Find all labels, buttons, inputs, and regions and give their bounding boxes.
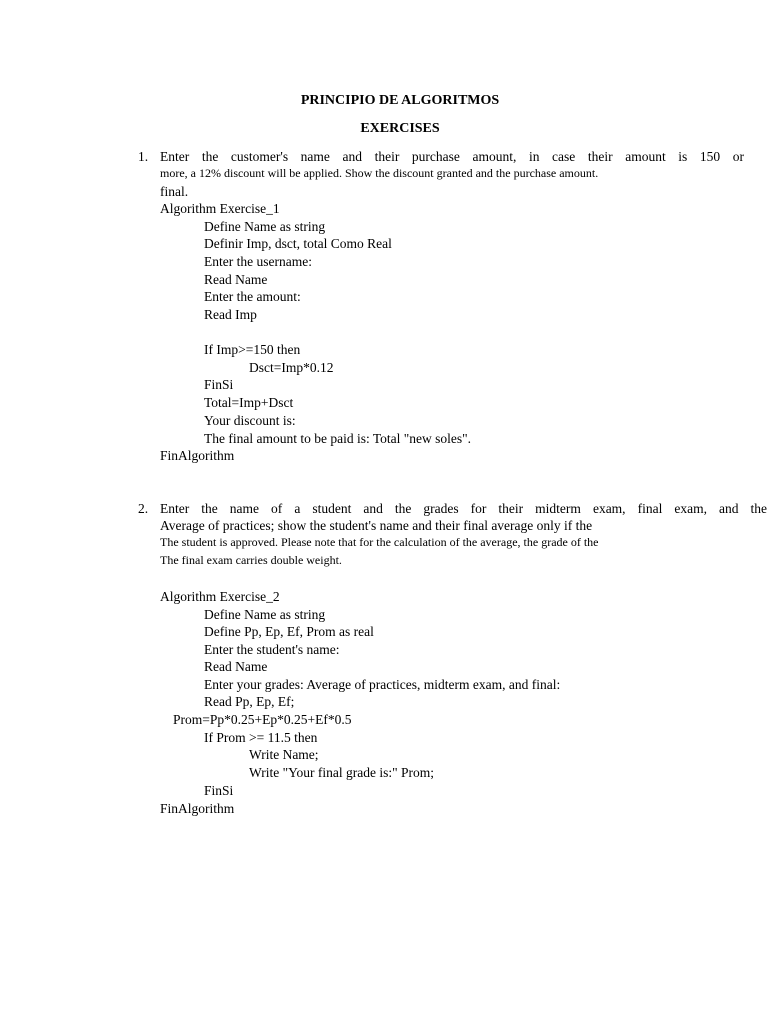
exercise-1-statement-line-2: more, a 12% discount will be applied. Show the discount granted and the purchase amount. (160, 166, 599, 180)
exercise-1-statement-line-1: Enter the customer's name and their purchase amount, in case their amount is 150 or (160, 149, 744, 164)
code-line: Read Name (204, 272, 268, 287)
code-line: Read Imp (204, 307, 257, 322)
code-line: FinAlgorithm (160, 801, 235, 816)
code-line: FinSi (204, 377, 234, 392)
code-line: Enter the username: (204, 254, 312, 269)
document-subtitle: EXERCISES (360, 121, 440, 136)
code-line: Define Name as string (204, 607, 326, 622)
code-line: Algorithm Exercise_1 (160, 201, 280, 216)
exercise-2-statement-line-1: Enter the name of a student and the grades for their midterm exam, final exam, and the (160, 501, 767, 516)
exercise-1-statement-line-3: final. (160, 184, 189, 199)
code-line: Prom=Pp*0.25+Ep*0.25+Ef*0.5 (173, 712, 352, 727)
exercise-2-number: 2. (138, 501, 149, 516)
code-line: Define Name as string (204, 219, 326, 234)
code-line: Enter your grades: Average of practices, midterm exam, and final: (204, 677, 561, 692)
code-line: FinSi (204, 783, 234, 798)
code-line: Dsct=Imp*0.12 (249, 360, 334, 375)
code-line: If Prom >= 11.5 then (204, 730, 318, 745)
code-line: Read Pp, Ep, Ef; (204, 694, 295, 709)
code-line: Write "Your final grade is:" Prom; (249, 765, 434, 780)
exercise-2-statement-line-2: Average of practices; show the student's name and their final average only if the (160, 518, 593, 533)
code-line: The final amount to be paid is: Total "new soles". (204, 431, 472, 446)
code-line: FinAlgorithm (160, 448, 235, 463)
code-line: Write Name; (249, 747, 319, 762)
exercise-1-number: 1. (138, 149, 149, 164)
code-line: Algorithm Exercise_2 (160, 589, 280, 604)
code-line: Read Name (204, 659, 268, 674)
code-line: Definir Imp, dsct, total Como Real (204, 236, 392, 251)
code-line: If Imp>=150 then (204, 342, 301, 357)
document-title: PRINCIPIO DE ALGORITMOS (300, 93, 500, 108)
code-line: Define Pp, Ep, Ef, Prom as real (204, 624, 374, 639)
code-line: Your discount is: (204, 413, 296, 428)
code-line: Enter the student's name: (204, 642, 340, 657)
code-line: Enter the amount: (204, 289, 301, 304)
code-line: Total=Imp+Dsct (204, 395, 294, 410)
exercise-2-statement-line-4: The final exam carries double weight. (160, 553, 342, 567)
exercise-2-statement-line-3: The student is approved. Please note that for the calculation of the average, the grade of the (160, 535, 599, 549)
